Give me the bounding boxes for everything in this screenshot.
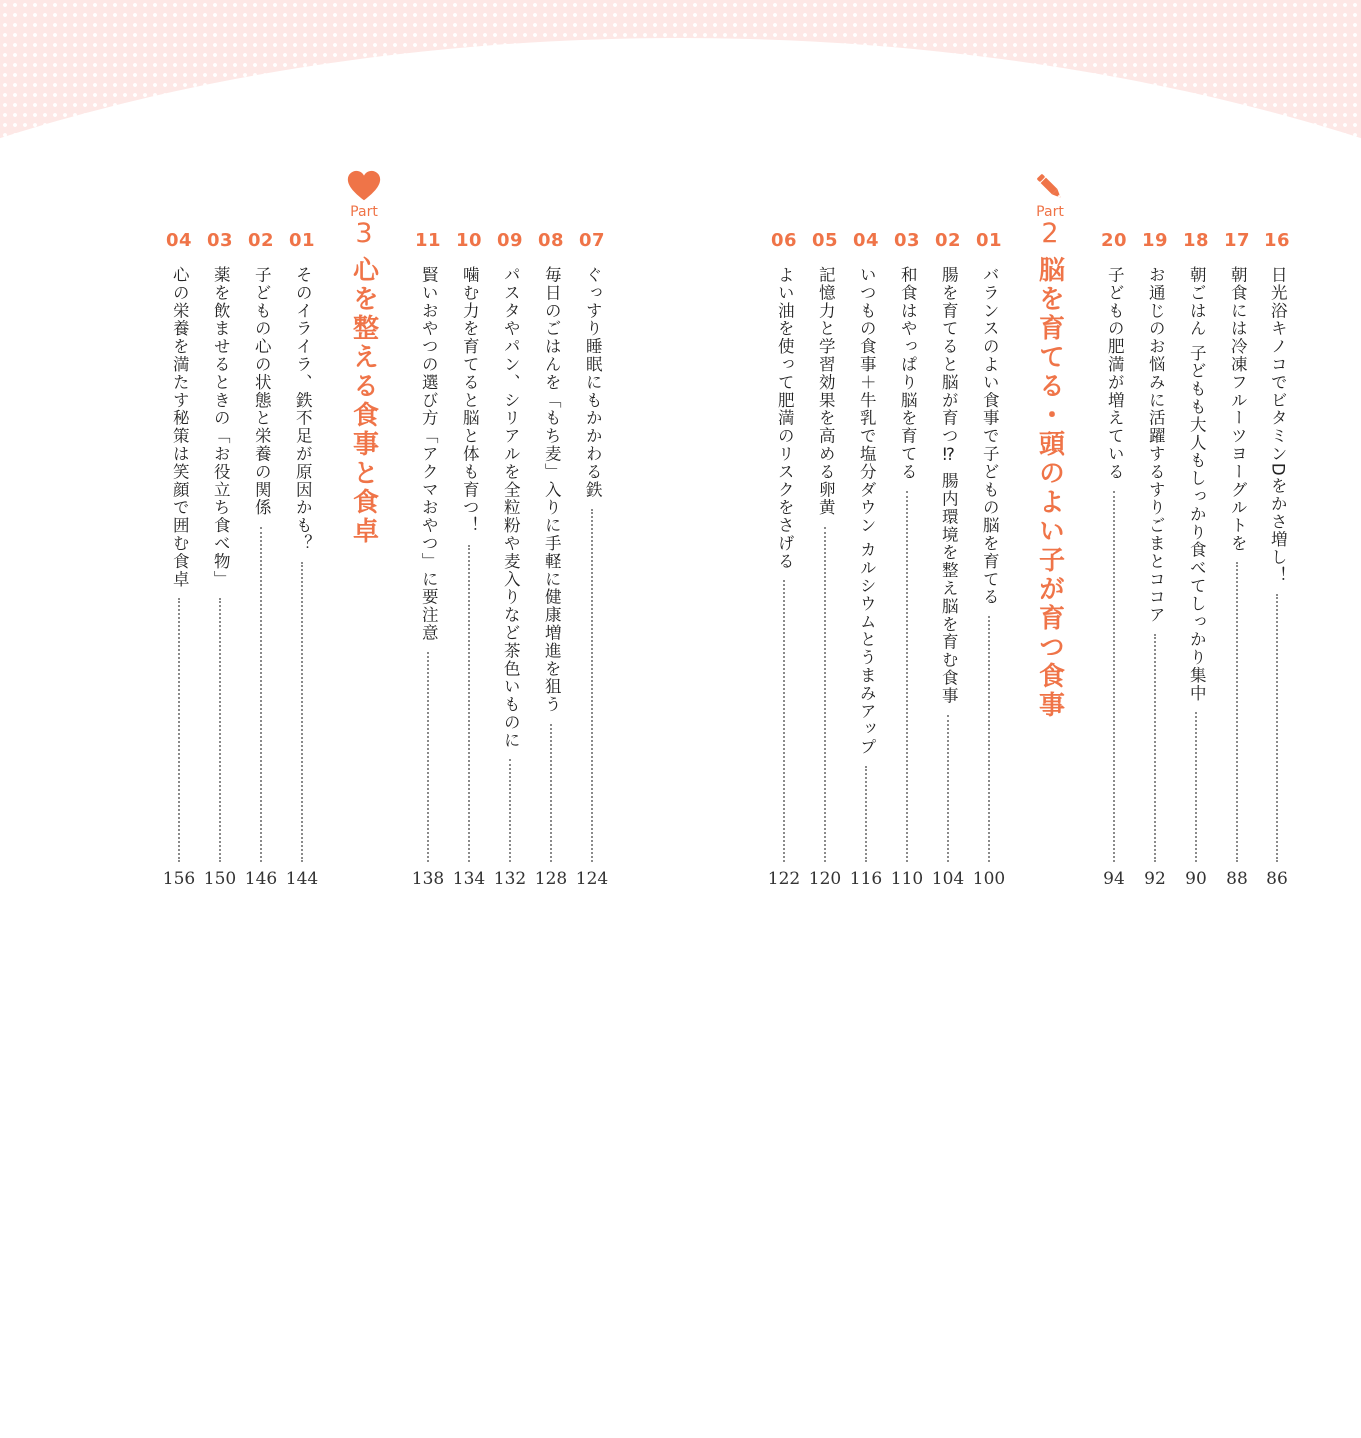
part-2-header: [1028, 168, 1072, 720]
entry-title: 腸を育てると脳が育つ⁉ 腸内環境を整え脳を育む食事: [939, 266, 959, 705]
dot-leader: [301, 562, 303, 862]
entry-title: そのイライラ、鉄不足が原因かも？: [293, 266, 313, 553]
toc-entry[interactable]: [974, 228, 1004, 892]
toc-entry[interactable]: [1140, 228, 1170, 892]
toc-entry[interactable]: [536, 228, 566, 892]
entry-number: 04: [852, 230, 880, 251]
toc-entry[interactable]: [287, 228, 317, 892]
page-number: 122: [767, 869, 801, 889]
page-number: 132: [493, 869, 527, 889]
page-number: 138: [411, 869, 445, 889]
entry-number: 20: [1100, 230, 1128, 251]
page-number: 92: [1144, 869, 1166, 889]
dot-leader: [1236, 562, 1238, 862]
toc-entry[interactable]: [1222, 228, 1252, 892]
dot-leader: [591, 509, 593, 862]
entry-number: 02: [247, 230, 275, 251]
entry-number: 04: [165, 230, 193, 251]
dot-leader: [550, 724, 552, 863]
page-number: 110: [890, 869, 924, 889]
toc-entry[interactable]: [810, 228, 840, 892]
entry-title: 和食はやっぱり脳を育てる: [898, 266, 918, 481]
entry-number: 05: [811, 230, 839, 251]
entry-number: 17: [1223, 230, 1251, 251]
entry-number: 10: [455, 230, 483, 251]
entry-number: 03: [206, 230, 234, 251]
page-number: 134: [452, 869, 486, 889]
entry-title: 噛む力を育てると脳と体も育つ！: [460, 266, 480, 535]
dot-leader: [783, 580, 785, 862]
toc-entry[interactable]: [164, 228, 194, 892]
entry-title: 子どもの肥満が増えている: [1105, 266, 1125, 481]
entry-number: 01: [288, 230, 316, 251]
entry-title: 毎日のごはんを「もち麦」入りに手軽に健康増進を狙う: [542, 266, 562, 714]
entry-number: 03: [893, 230, 921, 251]
page-number: 86: [1266, 869, 1288, 889]
part-label: Part: [1036, 204, 1064, 220]
toc-entry[interactable]: [246, 228, 276, 892]
part-number: 2: [1041, 218, 1059, 249]
toc-entry[interactable]: [892, 228, 922, 892]
dot-leader: [178, 598, 180, 862]
entry-title: バランスのよい食事で子どもの脳を育てる: [980, 266, 1000, 607]
entry-number: 16: [1263, 230, 1291, 251]
entry-title: 日光浴キノコでビタミンDをかさ増し！: [1268, 266, 1288, 585]
entry-number: 18: [1182, 230, 1210, 251]
dot-leader: [988, 616, 990, 862]
dot-leader: [1276, 594, 1278, 862]
entry-title: いつもの食事＋牛乳で塩分ダウン カルシウムとうまみアップ: [857, 266, 877, 756]
page-number: 124: [575, 869, 609, 889]
page-number: 90: [1185, 869, 1207, 889]
heart-icon: [345, 168, 383, 206]
entry-number: 07: [578, 230, 606, 251]
entry-title: お通じのお悩みに活躍するすりごまとココア: [1146, 266, 1166, 624]
dot-leader: [1113, 491, 1115, 862]
page-number: 144: [285, 869, 319, 889]
entry-title: パスタやパン、シリアルを全粒粉や麦入りなど茶色いものに: [501, 266, 521, 750]
toc-entry[interactable]: [1181, 228, 1211, 892]
toc-entry[interactable]: [1262, 228, 1292, 892]
entry-title: 薬を飲ませるときの「お役立ち食べ物」: [211, 266, 231, 589]
part-number: 3: [355, 218, 373, 249]
toc-entry[interactable]: [769, 228, 799, 892]
toc-entry[interactable]: [205, 228, 235, 892]
dot-leader: [219, 598, 221, 862]
page-number: 128: [534, 869, 568, 889]
pencil-icon: [1031, 168, 1069, 206]
entry-title: ぐっすり睡眠にもかかわる鉄: [583, 266, 603, 499]
page-number: 120: [808, 869, 842, 889]
part-label: Part: [350, 204, 378, 220]
entry-title: 朝ごはん 子どもも大人もしっかり食べてしっかり集中: [1187, 266, 1207, 703]
entry-number: 08: [537, 230, 565, 251]
toc-entry[interactable]: [495, 228, 525, 892]
dot-leader: [1195, 712, 1197, 862]
dot-leader: [427, 652, 429, 862]
entry-title: 賢いおやつの選び方「アクマおやつ」に要注意: [419, 266, 439, 642]
page-number: 146: [244, 869, 278, 889]
page-number: 104: [931, 869, 965, 889]
entry-title: 子どもの心の状態と栄養の関係: [252, 266, 272, 517]
entry-title: よい油を使って肥満のリスクをさげる: [775, 266, 795, 571]
entry-number: 11: [414, 230, 442, 251]
page-number: 156: [162, 869, 196, 889]
page-number: 150: [203, 869, 237, 889]
toc-entry[interactable]: [454, 228, 484, 892]
toc-entry[interactable]: [1099, 228, 1129, 892]
part-title: 脳を育てる・頭のよい子が育つ食事: [1034, 256, 1065, 720]
entry-title: 心の栄養を満たす秘策は笑顔で囲む食卓: [170, 266, 190, 589]
entry-number: 09: [496, 230, 524, 251]
dot-leader: [865, 766, 867, 862]
dot-leader: [260, 527, 262, 862]
dot-leader: [509, 759, 511, 862]
part-title: 心を整える食事と食卓: [348, 256, 379, 546]
toc-entry[interactable]: [577, 228, 607, 892]
dot-leader: [947, 715, 949, 862]
page-number: 94: [1103, 869, 1125, 889]
toc-entry[interactable]: [933, 228, 963, 892]
entry-title: 記憶力と学習効果を高める卵黄: [816, 266, 836, 517]
entry-title: 朝食には冷凍フルーツヨーグルトを: [1228, 266, 1248, 553]
dot-leader: [1154, 634, 1156, 862]
page-number: 100: [972, 869, 1006, 889]
toc-entry[interactable]: [851, 228, 881, 892]
part-3-header: [342, 168, 386, 546]
dot-leader: [824, 527, 826, 862]
page-number: 116: [849, 869, 883, 889]
dot-leader: [468, 545, 470, 863]
entry-number: 01: [975, 230, 1003, 251]
dot-leader: [906, 491, 908, 862]
toc-entry[interactable]: [413, 228, 443, 892]
entry-number: 02: [934, 230, 962, 251]
entry-number: 19: [1141, 230, 1169, 251]
page-number: 88: [1226, 869, 1248, 889]
entry-number: 06: [770, 230, 798, 251]
